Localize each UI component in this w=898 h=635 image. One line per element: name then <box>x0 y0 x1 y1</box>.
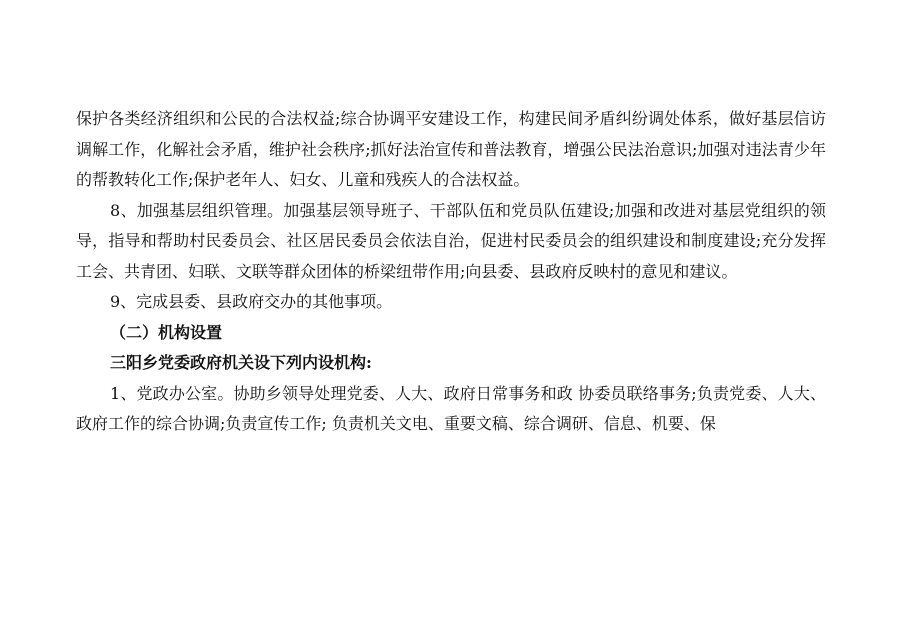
paragraph-item-1-party-office: 1、党政办公室。协助乡领导处理党委、人大、政府日常事务和政 协委员联络事务;负责党委、人大、政府工作的综合协调;负责宣传工作; 负责机关文电、重要文稿、综合调研、信息、机要、保 <box>76 383 826 433</box>
subheading-internal-departments: 三阳乡党委政府机关设下列内设机构: <box>110 353 372 372</box>
paragraph-item-9-other-matters: 9、完成县委、县政府交办的其他事项。 <box>110 292 393 311</box>
paragraph-item-8-grassroots-organization: 8、加强基层组织管理。加强基层领导班子、干部队伍和党员队伍建设;加强和改进对基层党组织的领导，指导和帮助村民委员会、社区居民委员会依法自治，促进村民委员会的组织建设和制度建设;充分发挥工会、共青团、妇联、文联等群众团体的桥梁纽带作用;向县委、县政府反映村的意见和建议。 <box>76 200 826 281</box>
paragraph-rights-protection: 保护各类经济组织和公民的合法权益;综合协调平安建设工作，构建民间矛盾纠纷调处体系，做好基层信访调解工作，化解社会矛盾，维护社会秩序;抓好法治宣传和普法教育，增强公民法治意识;加强对违法青少年的帮教转化工作;保护老年人、妇女、儿童和残疾人的合法权益。 <box>76 109 826 189</box>
section-heading-organization: （二）机构设置 <box>110 322 223 342</box>
document-body <box>76 104 826 440</box>
